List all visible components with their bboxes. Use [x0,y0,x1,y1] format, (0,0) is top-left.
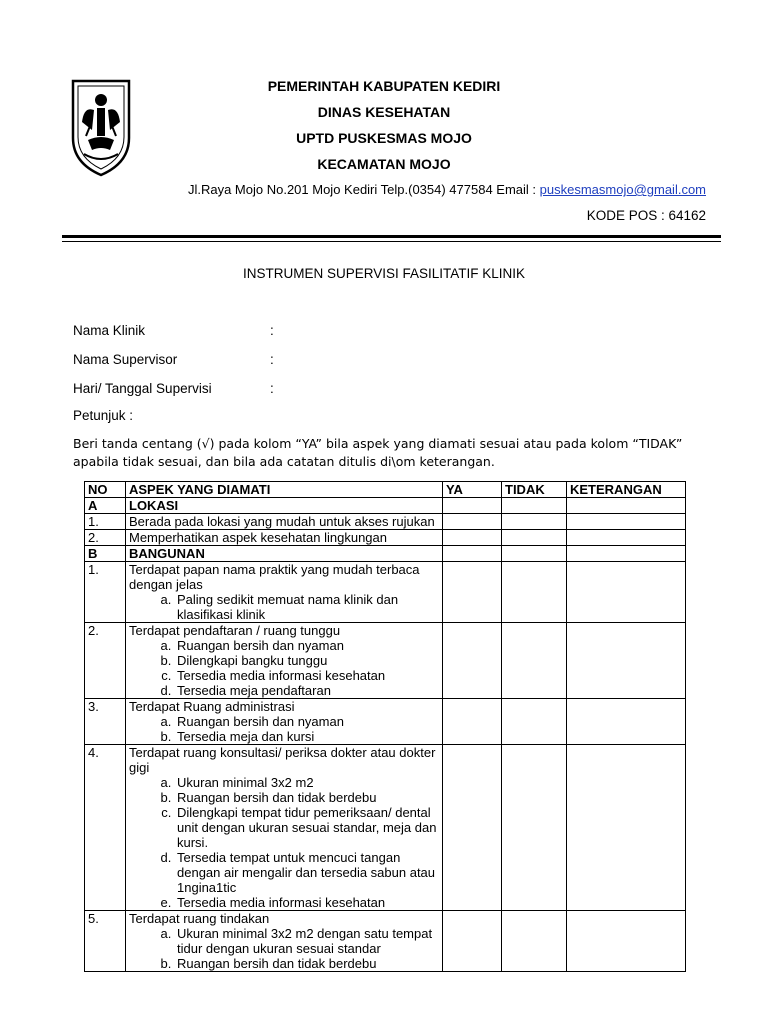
tidak-cell[interactable] [502,699,567,745]
section-row [85,546,686,562]
table-row [85,623,686,699]
sub-item: b. Dilengkapi bangku tunggu [175,653,439,668]
sub-item: d. Tersedia meja pendaftaran [175,683,439,698]
row-number: A [85,498,126,514]
aspect-cell [126,745,443,911]
sub-item: b. Ruangan bersih dan tidak berdebu [175,790,439,805]
keterangan-cell[interactable] [567,498,686,514]
tidak-cell[interactable] [502,911,567,972]
ya-cell[interactable] [443,514,502,530]
col-header-no: NO [85,482,126,498]
tidak-cell[interactable] [502,745,567,911]
sub-item: d. Tersedia tempat untuk mencuci tangan dengan air mengalir dan tersedia sabun atau 1ngina1tic [175,850,439,895]
aspect-text: Berada pada lokasi yang mudah untuk akses rujukan [129,514,435,529]
aspect-text: Terdapat pendaftaran / ruang tunggu [129,623,341,638]
row-number: 1. [85,562,126,623]
keterangan-cell[interactable] [567,562,686,623]
address-text: Jl.Raya Mojo No.201 Mojo Kediri Telp.(0354) 477584 Email : [187,182,540,197]
row-number: 2. [85,530,126,546]
sub-item-list [129,638,439,698]
keterangan-cell[interactable] [567,623,686,699]
row-number: 1. [85,514,126,530]
field-label-nama-supervisor: Nama Supervisor [73,352,178,367]
sub-item-list [129,714,439,744]
table-row [85,911,686,972]
petunjuk-label: Petunjuk : [73,408,134,423]
sub-item-list [129,926,439,971]
col-header-tidak: TIDAK [502,482,567,498]
field-label-nama-klinik: Nama Klinik [73,323,146,338]
ya-cell[interactable] [443,745,502,911]
ya-cell[interactable] [443,546,502,562]
ya-cell[interactable] [443,699,502,745]
aspect-cell [126,623,443,699]
email-link[interactable]: puskesmasmojo@gmail.com [539,182,706,197]
aspect-text: BANGUNAN [129,546,205,561]
col-header-aspek: ASPEK YANG DIAMATI [126,482,443,498]
keterangan-cell[interactable] [567,699,686,745]
row-number: 5. [85,911,126,972]
sub-item: a. Paling sedikit memuat nama klinik dan klasifikasi klinik [175,592,439,622]
row-number: 2. [85,623,126,699]
keterangan-cell[interactable] [567,514,686,530]
aspect-text: Terdapat ruang tindakan [129,911,270,926]
aspect-cell [126,562,443,623]
supervision-table [84,481,686,972]
sub-item: a. Ruangan bersih dan nyaman [175,714,439,729]
header-line-4: KECAMATAN MOJO [317,156,451,172]
header-line-3: UPTD PUSKESMAS MOJO [296,130,472,146]
aspect-text: Terdapat papan nama praktik yang mudah terbaca dengan jelas [129,562,420,592]
header-divider-thin [62,241,721,242]
aspect-text: Memperhatikan aspek kesehatan lingkungan [129,530,388,545]
ya-cell[interactable] [443,498,502,514]
tidak-cell[interactable] [502,546,567,562]
table-row [85,745,686,911]
table-header-row [85,482,686,498]
sub-item: e. Tersedia media informasi kesehatan [175,895,439,910]
aspect-cell [126,699,443,745]
field-colon-nama-klinik: : [270,323,274,338]
sub-item: c. Tersedia media informasi kesehatan [175,668,439,683]
table-row [85,530,686,546]
ya-cell[interactable] [443,623,502,699]
table-row [85,514,686,530]
aspect-cell [126,911,443,972]
keterangan-cell[interactable] [567,911,686,972]
document-title: INSTRUMEN SUPERVISI FASILITATIF KLINIK [242,266,526,281]
field-label-tanggal-supervisi: Hari/ Tanggal Supervisi [73,381,212,396]
tidak-cell[interactable] [502,498,567,514]
sub-item: c. Dilengkapi tempat tidur pemeriksaan/ dental unit dengan ukuran sesuai standar, meja dan kursi. [175,805,439,850]
field-colon-nama-supervisor: : [270,352,274,367]
tidak-cell[interactable] [502,530,567,546]
postal-code: KODE POS : 64162 [586,208,706,223]
row-number: B [85,546,126,562]
ya-cell[interactable] [443,911,502,972]
sub-item: a. Ruangan bersih dan nyaman [175,638,439,653]
ya-cell[interactable] [443,562,502,623]
aspect-text: Terdapat Ruang administrasi [129,699,295,714]
header-divider-thick [62,235,721,238]
sub-item: b. Tersedia meja dan kursi [175,729,439,744]
aspect-cell [126,514,443,530]
col-header-keterangan: KETERANGAN [567,482,686,498]
aspect-cell [126,546,443,562]
tidak-cell[interactable] [502,562,567,623]
col-header-ya: YA [443,482,502,498]
field-colon-tanggal-supervisi: : [270,381,274,396]
sub-item: b. Ruangan bersih dan tidak berdebu [175,956,439,971]
instruction-text: Beri tanda centang (√) pada kolom “YA” bila aspek yang diamati sesuai atau pada kolom “TIDAK” apabila tidak sesuai, dan bila ada catatan ditulis di\om keterangan. [73,436,683,469]
table-row [85,562,686,623]
table-body [85,498,686,972]
sub-item-list [129,775,439,910]
keterangan-cell[interactable] [567,745,686,911]
sub-item: a. Ukuran minimal 3x2 m2 dengan satu tempat tidur dengan ukuran sesuai standar [175,926,439,956]
header-line-1: PEMERINTAH KABUPATEN KEDIRI [267,78,501,94]
aspect-text: Terdapat ruang konsultasi/ periksa dokter atau dokter gigi [129,745,436,775]
section-row [85,498,686,514]
aspect-cell [126,498,443,514]
keterangan-cell[interactable] [567,530,686,546]
address-line [188,182,706,197]
tidak-cell[interactable] [502,623,567,699]
row-number: 3. [85,699,126,745]
ya-cell[interactable] [443,530,502,546]
aspect-text: LOKASI [129,498,179,513]
tidak-cell[interactable] [502,514,567,530]
header-line-2: DINAS KESEHATAN [317,104,451,120]
aspect-cell [126,530,443,546]
sub-item: a. Ukuran minimal 3x2 m2 [175,775,439,790]
sub-item-list [129,592,439,622]
row-number: 4. [85,745,126,911]
table-row [85,699,686,745]
keterangan-cell[interactable] [567,546,686,562]
